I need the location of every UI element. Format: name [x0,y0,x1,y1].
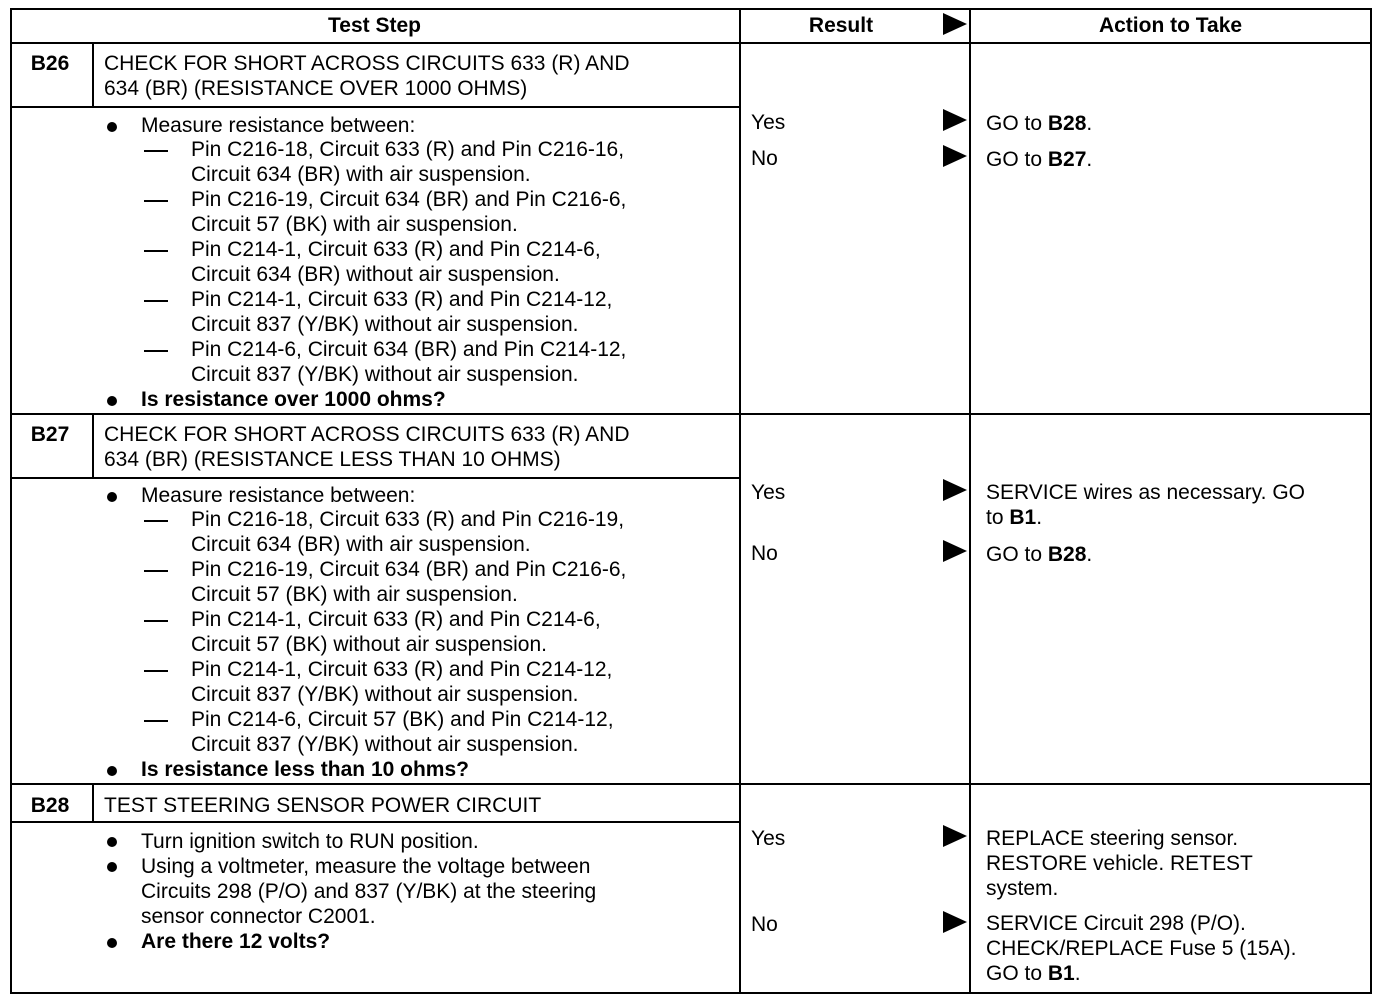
dash-icon [144,620,168,622]
b26-action-yes: GO to B28. [986,112,1093,135]
b26-item-1 [191,137,624,187]
step-title-line: 634 (BR) (RESISTANCE OVER 1000 OHMS) [104,77,528,100]
arrow-icon [943,540,967,562]
header-action: Action to Take [1098,14,1243,37]
b27-item-1 [191,507,624,557]
item-line: Circuit 57 (BK) with air suspension. [191,583,518,606]
b27-action-no: GO to B28. [986,543,1093,566]
table-border-bottom [10,992,1372,994]
bullet-icon [107,492,117,502]
row-divider-b28 [10,783,1372,785]
item-line: Circuit 837 (Y/BK) without air suspension. [191,313,579,336]
header-divider [10,42,1372,44]
b28-action-yes [986,826,1253,901]
bullet-line: Using a voltmeter, measure the voltage between [141,855,591,878]
dash-icon [144,670,168,672]
item-line: Pin C214-1, Circuit 633 (R) and Pin C214-12, [191,288,613,311]
step-title-b28: TEST STEERING SENSOR POWER CIRCUIT [104,794,542,817]
b28-id-separator [92,783,94,823]
step-title-b26 [104,51,629,101]
b26-item-4 [191,287,612,337]
b26-result-yes: Yes [751,111,786,134]
item-line: Pin C214-1, Circuit 633 (R) and Pin C214-6, [191,608,601,631]
b26-id-separator [92,42,94,108]
diagnostic-table [10,8,1372,994]
column-divider-action [969,8,971,994]
b28-result-yes: Yes [751,827,786,850]
item-line: Pin C214-6, Circuit 634 (BR) and Pin C214-12, [191,338,627,361]
bullet-icon [107,396,117,406]
action-line: to B1. [986,506,1043,529]
b26-item-3 [191,237,601,287]
item-line: Pin C214-1, Circuit 633 (R) and Pin C214-12, [191,658,613,681]
arrow-icon [943,911,967,933]
item-line: Pin C216-18, Circuit 633 (R) and Pin C216-19, [191,508,625,531]
bullet-icon [107,938,117,948]
b27-item-2 [191,557,626,607]
header-arrow-icon [943,13,967,35]
item-line: Circuit 634 (BR) without air suspension. [191,263,560,286]
b26-question: Is resistance over 1000 ohms? [141,388,446,411]
action-line: system. [986,877,1059,900]
step-title-line: CHECK FOR SHORT ACROSS CIRCUITS 633 (R) AND [104,423,630,446]
arrow-icon [943,109,967,131]
item-line: Pin C214-6, Circuit 57 (BK) and Pin C214-12, [191,708,614,731]
action-line: CHECK/REPLACE Fuse 5 (15A). [986,937,1297,960]
header-test-step: Test Step [328,14,421,37]
table-border-right [1370,8,1372,994]
step-title-b27 [104,422,629,472]
item-line: Circuit 57 (BK) with air suspension. [191,213,518,236]
item-line: Circuit 837 (Y/BK) without air suspension. [191,733,579,756]
b26-result-no: No [751,147,778,170]
item-line: Pin C216-19, Circuit 634 (BR) and Pin C216-6, [191,558,627,581]
dash-icon [144,520,168,522]
b27-title-divider [10,477,741,479]
item-line: Pin C214-1, Circuit 633 (R) and Pin C214-6, [191,238,601,261]
bullet-icon [107,766,117,776]
b27-result-yes: Yes [751,481,786,504]
bullet-line: Circuits 298 (P/O) and 837 (Y/BK) at the steering [141,880,597,903]
dash-icon [144,570,168,572]
dash-icon [144,150,168,152]
row-divider-b27 [10,413,1372,415]
step-id-b27: B27 [30,423,70,446]
b26-action-no: GO to B27. [986,148,1093,171]
bullet-line: sensor connector C2001. [141,905,376,928]
table-border-top [10,8,1372,10]
dash-icon [144,350,168,352]
arrow-icon [943,479,967,501]
b27-intro: Measure resistance between: [141,484,416,507]
action-line: GO to B1. [986,962,1081,985]
table-border-left [10,8,12,994]
b26-item-2 [191,187,626,237]
dash-icon [144,250,168,252]
b27-result-no: No [751,542,778,565]
b28-question: Are there 12 volts? [141,930,331,953]
action-line: RESTORE vehicle. RETEST [986,852,1253,875]
b26-item-5 [191,337,626,387]
b28-bullet-2 [141,854,596,929]
b27-item-5 [191,707,614,757]
item-line: Pin C216-18, Circuit 633 (R) and Pin C216-16, [191,138,625,161]
b27-item-4 [191,657,612,707]
item-line: Circuit 634 (BR) with air suspension. [191,533,531,556]
item-line: Circuit 634 (BR) with air suspension. [191,163,531,186]
step-title-line: CHECK FOR SHORT ACROSS CIRCUITS 633 (R) AND [104,52,630,75]
b28-action-no [986,911,1296,986]
b28-result-no: No [751,913,778,936]
dash-icon [144,300,168,302]
item-line: Circuit 837 (Y/BK) without air suspension. [191,683,579,706]
item-line: Circuit 57 (BK) without air suspension. [191,633,547,656]
b27-question: Is resistance less than 10 ohms? [141,758,469,781]
arrow-icon [943,145,967,167]
b28-bullet-1: Turn ignition switch to RUN position. [141,830,479,853]
dash-icon [144,200,168,202]
b27-id-separator [92,413,94,479]
action-line: SERVICE wires as necessary. GO [986,481,1305,504]
action-line: SERVICE Circuit 298 (P/O). [986,912,1246,935]
step-title-line: 634 (BR) (RESISTANCE LESS THAN 10 OHMS) [104,448,561,471]
step-id-b26: B26 [30,52,70,75]
bullet-icon [107,122,117,132]
item-line: Circuit 837 (Y/BK) without air suspension. [191,363,579,386]
bullet-icon [107,862,117,872]
header-result: Result [808,14,874,37]
b28-title-divider [10,821,741,823]
b27-action-yes [986,480,1305,530]
b26-title-divider [10,106,741,108]
arrow-icon [943,825,967,847]
item-line: Pin C216-19, Circuit 634 (BR) and Pin C216-6, [191,188,627,211]
b27-item-3 [191,607,601,657]
b26-intro: Measure resistance between: [141,114,416,137]
column-divider-result [739,8,741,994]
step-id-b28: B28 [30,794,70,817]
dash-icon [144,720,168,722]
action-line: REPLACE steering sensor. [986,827,1239,850]
bullet-icon [107,837,117,847]
